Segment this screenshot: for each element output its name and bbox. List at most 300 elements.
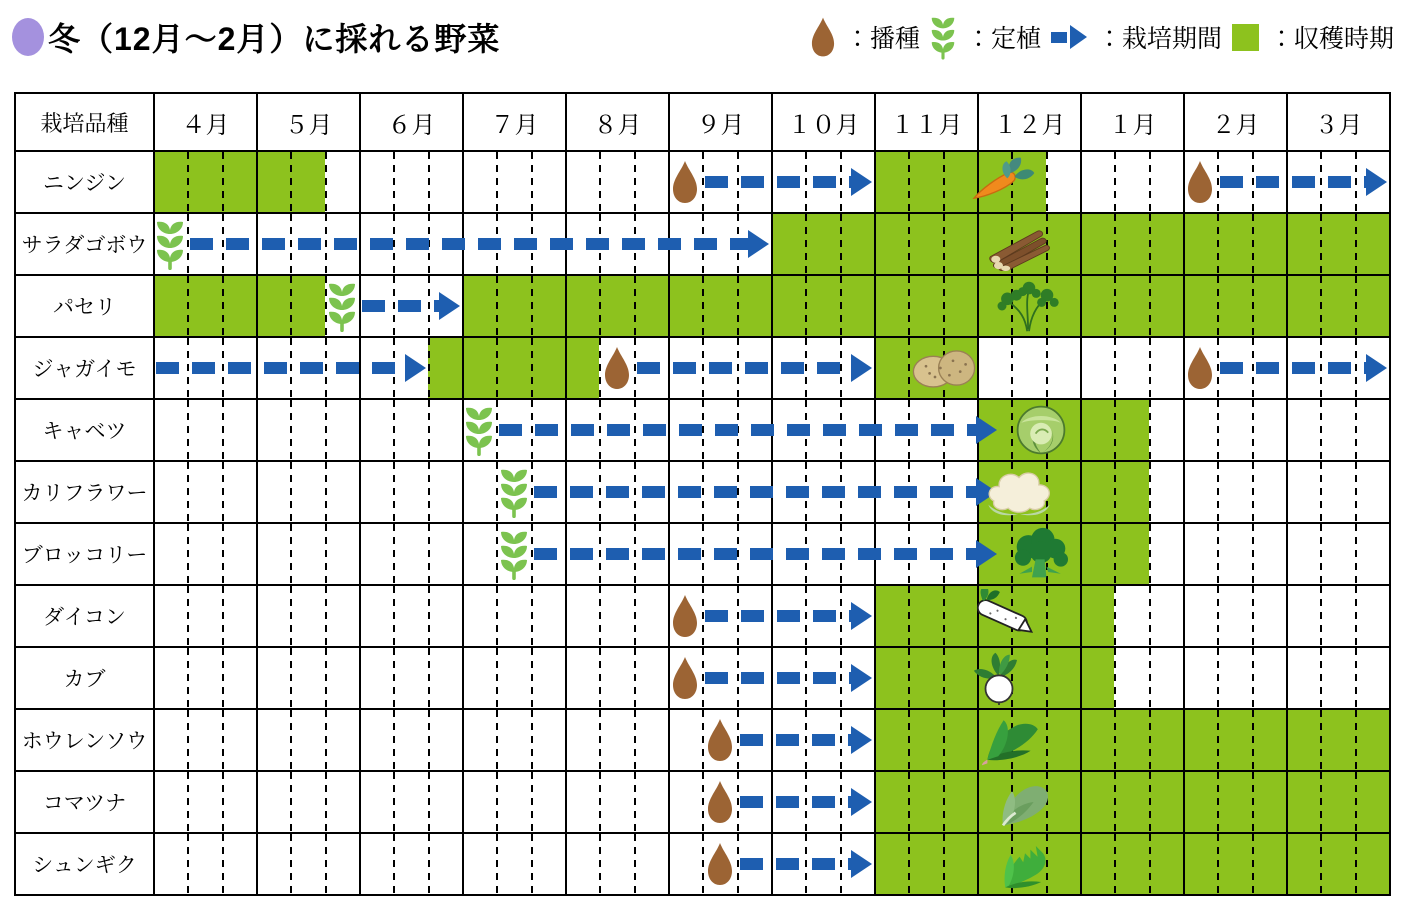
ten-day-gridline xyxy=(1252,524,1254,584)
ten-day-gridline xyxy=(1252,648,1254,708)
legend-label-sowing: ：播種 xyxy=(844,25,920,53)
ten-day-gridline xyxy=(1149,338,1151,398)
ten-day-gridline xyxy=(908,834,910,894)
cultivation-arrow-head xyxy=(851,602,872,630)
ten-day-gridline xyxy=(1114,462,1116,522)
month-gridline xyxy=(977,276,979,336)
ten-day-gridline xyxy=(1355,834,1357,894)
ten-day-gridline xyxy=(599,338,601,398)
month-gridline xyxy=(1286,834,1288,894)
ten-day-gridline xyxy=(290,772,292,832)
month-gridline xyxy=(462,524,464,584)
ten-day-gridline xyxy=(1320,400,1322,460)
planting-seedling-icon xyxy=(499,528,529,580)
column-header-month: １１月 xyxy=(874,94,977,150)
month-gridline xyxy=(1286,214,1288,274)
month-gridline xyxy=(256,152,258,212)
harvest-period-bar xyxy=(153,152,325,212)
month-gridline xyxy=(1183,648,1185,708)
ten-day-gridline xyxy=(187,586,189,646)
ten-day-gridline xyxy=(222,400,224,460)
sowing-seed-icon xyxy=(707,779,733,825)
ten-day-gridline xyxy=(1217,524,1219,584)
month-gridline xyxy=(1080,276,1082,336)
ten-day-gridline xyxy=(1355,462,1357,522)
ten-day-gridline xyxy=(702,834,704,894)
month-gridline xyxy=(565,834,567,894)
month-gridline xyxy=(1286,400,1288,460)
month-gridline xyxy=(462,338,464,398)
month-gridline xyxy=(874,214,876,274)
row-label: カリフラワー xyxy=(21,482,148,505)
sowing-seed-icon xyxy=(1187,159,1213,205)
ten-day-gridline xyxy=(222,772,224,832)
planting-seedling-icon xyxy=(327,280,357,332)
vegetable-image-spinach xyxy=(970,713,1048,767)
ten-day-gridline xyxy=(531,648,533,708)
ten-day-gridline xyxy=(1114,338,1116,398)
ten-day-gridline xyxy=(496,710,498,770)
ten-day-gridline xyxy=(222,834,224,894)
table-row xyxy=(16,276,1389,338)
cultivation-arrow-head xyxy=(851,726,872,754)
ten-day-gridline xyxy=(702,276,704,336)
row-label: ニンジン xyxy=(43,172,126,195)
ten-day-gridline xyxy=(1320,214,1322,274)
month-gridline xyxy=(256,648,258,708)
ten-day-gridline xyxy=(1320,524,1322,584)
sowing-seed-icon xyxy=(672,655,698,701)
month-gridline xyxy=(874,586,876,646)
ten-day-gridline xyxy=(1320,586,1322,646)
table-row xyxy=(16,462,1389,524)
ten-day-gridline xyxy=(599,834,601,894)
ten-day-gridline xyxy=(1114,400,1116,460)
month-gridline xyxy=(874,772,876,832)
month-gridline xyxy=(771,214,773,274)
month-gridline xyxy=(1080,834,1082,894)
month-gridline xyxy=(153,524,155,584)
ten-day-gridline xyxy=(943,214,945,274)
ten-day-gridline xyxy=(290,152,292,212)
ten-day-gridline xyxy=(1217,462,1219,522)
ten-day-gridline xyxy=(531,276,533,336)
ten-day-gridline xyxy=(428,152,430,212)
month-gridline xyxy=(668,772,670,832)
cultivation-arrow-head xyxy=(851,850,872,878)
month-gridline xyxy=(1080,772,1082,832)
ten-day-gridline xyxy=(428,772,430,832)
ten-day-gridline xyxy=(908,152,910,212)
vegetable-image-cabbage xyxy=(1002,403,1080,457)
ten-day-gridline xyxy=(908,214,910,274)
cultivation-arrow xyxy=(705,610,853,622)
ten-day-gridline xyxy=(634,152,636,212)
column-header-month: ４月 xyxy=(153,94,256,150)
month-gridline xyxy=(668,834,670,894)
ten-day-gridline xyxy=(599,710,601,770)
harvest-period-bar xyxy=(153,276,325,336)
ten-day-gridline xyxy=(1252,462,1254,522)
ten-day-gridline xyxy=(908,586,910,646)
month-gridline xyxy=(1286,524,1288,584)
month-gridline xyxy=(359,586,361,646)
month-gridline xyxy=(153,772,155,832)
cultivation-arrow xyxy=(1220,362,1368,374)
ten-day-gridline xyxy=(1320,276,1322,336)
month-gridline xyxy=(977,834,979,894)
ten-day-gridline xyxy=(187,710,189,770)
ten-day-gridline xyxy=(187,834,189,894)
column-header-month: １月 xyxy=(1080,94,1183,150)
month-gridline xyxy=(1080,152,1082,212)
cultivation-arrow-head xyxy=(976,540,997,568)
row-label: コマツナ xyxy=(42,792,127,815)
harvest-period-bar xyxy=(874,834,1389,894)
ten-day-gridline xyxy=(393,462,395,522)
cultivation-arrow-head xyxy=(748,230,769,258)
month-gridline xyxy=(359,276,361,336)
cultivation-arrow-head xyxy=(851,788,872,816)
planting-seedling-icon xyxy=(499,466,529,518)
month-gridline xyxy=(1080,586,1082,646)
month-gridline xyxy=(1286,462,1288,522)
ten-day-gridline xyxy=(943,834,945,894)
table-row xyxy=(16,214,1389,276)
month-gridline xyxy=(874,648,876,708)
sowing-seed-icon xyxy=(604,345,630,391)
cultivation-arrow-head xyxy=(1366,168,1387,196)
vegetable-image-parsley xyxy=(990,279,1068,333)
ten-day-gridline xyxy=(1355,710,1357,770)
ten-day-gridline xyxy=(1217,586,1219,646)
ten-day-gridline xyxy=(1114,152,1116,212)
month-gridline xyxy=(359,772,361,832)
ten-day-gridline xyxy=(908,772,910,832)
cultivation-arrow xyxy=(534,548,978,560)
column-header-month: １２月 xyxy=(977,94,1080,150)
ten-day-gridline xyxy=(1149,710,1151,770)
month-gridline xyxy=(256,772,258,832)
ten-day-gridline xyxy=(599,648,601,708)
row-label: パセリ xyxy=(53,296,116,319)
ten-day-gridline xyxy=(187,214,189,274)
ten-day-gridline xyxy=(1320,772,1322,832)
table-row xyxy=(16,586,1389,648)
month-gridline xyxy=(153,710,155,770)
month-gridline xyxy=(1183,214,1185,274)
vegetable-image-broccoli xyxy=(1002,527,1080,581)
legend-harvest-square-icon xyxy=(1232,24,1259,51)
month-gridline xyxy=(256,462,258,522)
ten-day-gridline xyxy=(496,834,498,894)
ten-day-gridline xyxy=(1252,710,1254,770)
ten-day-gridline xyxy=(1149,400,1151,460)
ten-day-gridline xyxy=(1252,214,1254,274)
sowing-seed-icon xyxy=(1187,345,1213,391)
cultivation-arrow xyxy=(190,238,750,250)
ten-day-gridline xyxy=(1252,772,1254,832)
cultivation-arrow xyxy=(705,176,853,188)
ten-day-gridline xyxy=(1217,834,1219,894)
ten-day-gridline xyxy=(1046,648,1048,708)
month-gridline xyxy=(1183,276,1185,336)
page-title: 冬（12月〜2月）に採れる野菜 xyxy=(48,21,501,57)
ten-day-gridline xyxy=(393,710,395,770)
ten-day-gridline xyxy=(496,400,498,460)
ten-day-gridline xyxy=(428,834,430,894)
cultivation-arrow-head xyxy=(439,292,460,320)
column-header-month: ３月 xyxy=(1286,94,1389,150)
table-row xyxy=(16,400,1389,462)
month-gridline xyxy=(256,276,258,336)
table-row xyxy=(16,152,1389,214)
ten-day-gridline xyxy=(393,772,395,832)
ten-day-gridline xyxy=(1114,524,1116,584)
ten-day-gridline xyxy=(325,400,327,460)
table-row xyxy=(16,834,1389,894)
ten-day-gridline xyxy=(187,524,189,584)
table-row xyxy=(16,710,1389,772)
cultivation-arrow xyxy=(156,362,407,374)
cultivation-arrow xyxy=(740,796,853,808)
month-gridline xyxy=(1080,648,1082,708)
month-gridline xyxy=(1080,400,1082,460)
vegetable-image-cauliflower xyxy=(980,465,1058,519)
ten-day-gridline xyxy=(840,276,842,336)
ten-day-gridline xyxy=(805,214,807,274)
month-gridline xyxy=(256,834,258,894)
column-header-variety: 栽培品種 xyxy=(40,110,129,136)
ten-day-gridline xyxy=(737,772,739,832)
ten-day-gridline xyxy=(222,524,224,584)
ten-day-gridline xyxy=(290,586,292,646)
ten-day-gridline xyxy=(1320,648,1322,708)
cultivation-arrow-head xyxy=(851,664,872,692)
month-gridline xyxy=(256,400,258,460)
ten-day-gridline xyxy=(187,772,189,832)
ten-day-gridline xyxy=(1320,834,1322,894)
ten-day-gridline xyxy=(1252,276,1254,336)
month-gridline xyxy=(1080,710,1082,770)
ten-day-gridline xyxy=(496,338,498,398)
ten-day-gridline xyxy=(634,586,636,646)
row-label: ダイコン xyxy=(43,606,126,629)
ten-day-gridline xyxy=(531,152,533,212)
ten-day-gridline xyxy=(496,586,498,646)
ten-day-gridline xyxy=(428,462,430,522)
ten-day-gridline xyxy=(393,524,395,584)
ten-day-gridline xyxy=(187,462,189,522)
ten-day-gridline xyxy=(531,586,533,646)
ten-day-gridline xyxy=(1217,772,1219,832)
ten-day-gridline xyxy=(428,648,430,708)
ten-day-gridline xyxy=(290,276,292,336)
month-gridline xyxy=(668,710,670,770)
cultivation-arrow-head xyxy=(976,416,997,444)
ten-day-gridline xyxy=(1149,214,1151,274)
month-gridline xyxy=(462,276,464,336)
row-label: ブロッコリー xyxy=(21,544,148,567)
ten-day-gridline xyxy=(1355,586,1357,646)
legend-label-planting: ：定植 xyxy=(965,25,1041,53)
legend-label-cultivation: ：栽培期間 xyxy=(1096,25,1222,53)
cultivation-arrow xyxy=(1220,176,1368,188)
month-gridline xyxy=(462,648,464,708)
cultivation-arrow-head xyxy=(851,354,872,382)
column-header-month: ６月 xyxy=(359,94,462,150)
column-header-month: ７月 xyxy=(462,94,565,150)
ten-day-gridline xyxy=(393,586,395,646)
cultivation-arrow xyxy=(362,300,441,312)
ten-day-gridline xyxy=(428,524,430,584)
ten-day-gridline xyxy=(531,772,533,832)
ten-day-gridline xyxy=(1149,462,1151,522)
ten-day-gridline xyxy=(1252,834,1254,894)
ten-day-gridline xyxy=(737,834,739,894)
ten-day-gridline xyxy=(496,152,498,212)
month-gridline xyxy=(565,152,567,212)
ten-day-gridline xyxy=(805,276,807,336)
ten-day-gridline xyxy=(634,710,636,770)
ten-day-gridline xyxy=(1355,400,1357,460)
ten-day-gridline xyxy=(599,772,601,832)
ten-day-gridline xyxy=(1046,338,1048,398)
ten-day-gridline xyxy=(943,648,945,708)
ten-day-gridline xyxy=(222,276,224,336)
ten-day-gridline xyxy=(325,772,327,832)
title-bar xyxy=(12,8,500,66)
ten-day-gridline xyxy=(702,648,704,708)
ten-day-gridline xyxy=(1320,462,1322,522)
sowing-seed-icon xyxy=(707,841,733,887)
vegetable-image-daikon xyxy=(966,589,1044,643)
month-gridline xyxy=(359,400,361,460)
ten-day-gridline xyxy=(599,276,601,336)
ten-day-gridline xyxy=(325,710,327,770)
ten-day-gridline xyxy=(943,152,945,212)
month-gridline xyxy=(1286,772,1288,832)
month-gridline xyxy=(359,152,361,212)
cultivation-arrow xyxy=(740,734,853,746)
month-gridline xyxy=(874,710,876,770)
ten-day-gridline xyxy=(908,648,910,708)
ten-day-gridline xyxy=(737,276,739,336)
legend-label-harvest: ：収穫時期 xyxy=(1268,25,1394,53)
month-gridline xyxy=(874,834,876,894)
vegetable-image-burdock xyxy=(982,217,1060,271)
ten-day-gridline xyxy=(702,586,704,646)
planting-seedling-icon xyxy=(464,404,494,456)
month-gridline xyxy=(1183,400,1185,460)
ten-day-gridline xyxy=(496,648,498,708)
month-gridline xyxy=(153,400,155,460)
month-gridline xyxy=(771,276,773,336)
ten-day-gridline xyxy=(393,152,395,212)
month-gridline xyxy=(256,524,258,584)
row-label: キャベツ xyxy=(42,420,127,443)
ten-day-gridline xyxy=(496,772,498,832)
cultivation-arrow xyxy=(499,424,978,436)
ten-day-gridline xyxy=(737,710,739,770)
row-label: ジャガイモ xyxy=(32,358,137,381)
month-gridline xyxy=(565,648,567,708)
harvest-period-bar xyxy=(874,772,1389,832)
harvest-period-bar xyxy=(428,338,600,398)
vegetable-image-komatsuna xyxy=(982,775,1060,829)
ten-day-gridline xyxy=(1149,152,1151,212)
month-gridline xyxy=(1183,834,1185,894)
month-gridline xyxy=(565,710,567,770)
ten-day-gridline xyxy=(187,152,189,212)
cultivation-arrow-head xyxy=(851,168,872,196)
table-row xyxy=(16,772,1389,834)
month-gridline xyxy=(153,648,155,708)
ten-day-gridline xyxy=(1149,524,1151,584)
ten-day-gridline xyxy=(290,462,292,522)
month-gridline xyxy=(1286,648,1288,708)
column-header-month: ９月 xyxy=(668,94,771,150)
month-gridline xyxy=(1183,152,1185,212)
ten-day-gridline xyxy=(290,648,292,708)
ten-day-gridline xyxy=(908,276,910,336)
ten-day-gridline xyxy=(943,710,945,770)
ten-day-gridline xyxy=(1217,214,1219,274)
ten-day-gridline xyxy=(1252,400,1254,460)
ten-day-gridline xyxy=(702,772,704,832)
ten-day-gridline xyxy=(634,648,636,708)
ten-day-gridline xyxy=(1355,524,1357,584)
ten-day-gridline xyxy=(599,152,601,212)
row-label: ホウレンソウ xyxy=(21,730,148,753)
month-gridline xyxy=(462,152,464,212)
calendar-header-row xyxy=(16,94,1389,152)
ten-day-gridline xyxy=(1217,338,1219,398)
column-header-month: ８月 xyxy=(565,94,668,150)
ten-day-gridline xyxy=(290,400,292,460)
month-gridline xyxy=(359,524,361,584)
month-gridline xyxy=(668,276,670,336)
ten-day-gridline xyxy=(1217,710,1219,770)
month-gridline xyxy=(462,772,464,832)
month-gridline xyxy=(1183,524,1185,584)
month-gridline xyxy=(977,214,979,274)
sowing-seed-icon xyxy=(672,159,698,205)
month-gridline xyxy=(1080,524,1082,584)
ten-day-gridline xyxy=(222,586,224,646)
column-header-month: ５月 xyxy=(256,94,359,150)
ten-day-gridline xyxy=(1355,648,1357,708)
ten-day-gridline xyxy=(1355,214,1357,274)
month-gridline xyxy=(462,834,464,894)
month-gridline xyxy=(256,586,258,646)
ten-day-gridline xyxy=(943,772,945,832)
ten-day-gridline xyxy=(943,586,945,646)
month-gridline xyxy=(1183,586,1185,646)
ten-day-gridline xyxy=(531,524,533,584)
month-gridline xyxy=(668,648,670,708)
month-gridline xyxy=(153,276,155,336)
ten-day-gridline xyxy=(531,834,533,894)
ten-day-gridline xyxy=(1114,648,1116,708)
legend-seed-icon xyxy=(811,16,835,58)
row-label: カブ xyxy=(63,668,106,691)
cultivation-arrow-head xyxy=(405,354,426,382)
month-gridline xyxy=(668,586,670,646)
ten-day-gridline xyxy=(325,524,327,584)
ten-day-gridline xyxy=(428,586,430,646)
ten-day-gridline xyxy=(908,710,910,770)
